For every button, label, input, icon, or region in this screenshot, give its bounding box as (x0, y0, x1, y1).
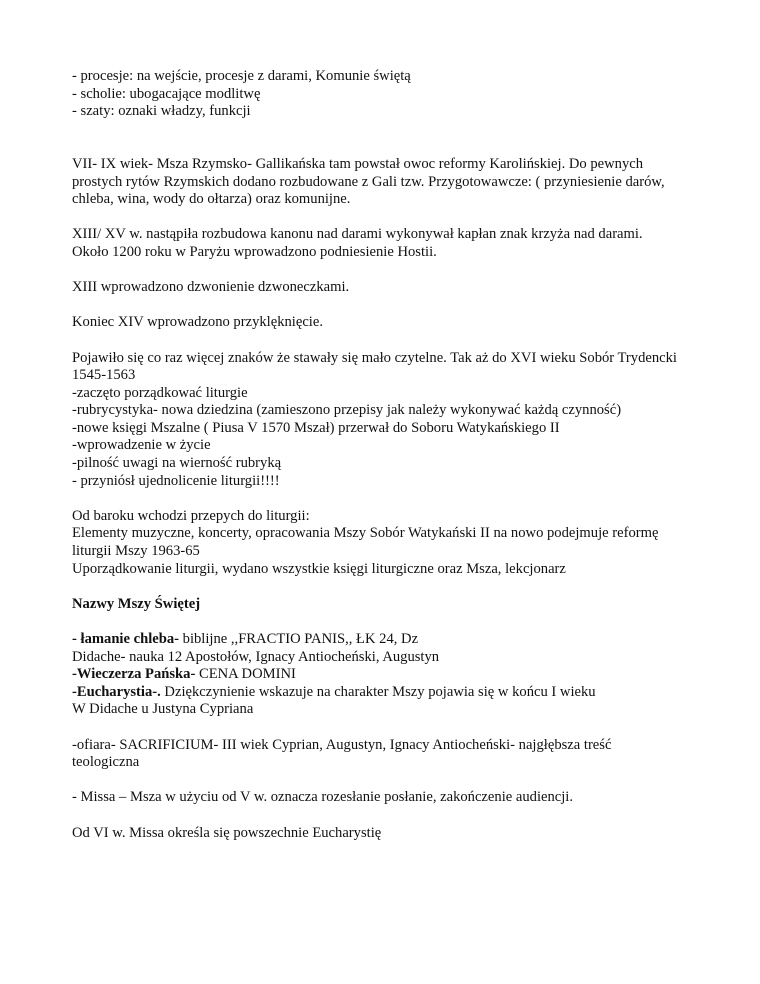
spacer (72, 807, 712, 825)
list-item: - szaty: oznaki władzy, funkcji (72, 103, 251, 120)
text-line: Od baroku wchodzi przepych do liturgii: (72, 507, 310, 524)
text-line: Didache- nauka 12 Apostołów, Ignacy Antiocheński, Augustyn (72, 648, 440, 665)
text-line: -ofiara- SACRIFICIUM- III wiek Cyprian, Augustyn, Ignacy Antiocheński- najgłębsza treść (72, 736, 612, 753)
paragraph-missa-eucharystia: Od VI w. Missa określa się powszechnie Eucharystię (72, 824, 382, 841)
spacer (72, 297, 712, 315)
spacer (72, 719, 712, 737)
name-item-lamanie (72, 631, 712, 649)
name-item-eucharystia (72, 684, 712, 702)
text-line: Około 1200 roku w Paryżu wprowadzono podniesienie Hostii. (72, 243, 437, 260)
text-line: -rubrycystyka- nowa dziedzina (zamieszono przepisy jak należy wykonywać każdą czynność) (72, 402, 622, 419)
paragraph-missa: - Missa – Msza w użyciu od V w. oznacza rozesłanie posłanie, zakończenie audiencji. (72, 789, 574, 806)
paragraph-gallican-mass (72, 156, 712, 209)
paragraph-bells: XIII wprowadzono dzwonienie dzwoneczkami. (72, 279, 350, 296)
paragraph-trent (72, 350, 712, 491)
text-line: - przyniósł ujednolicenie liturgii!!!! (72, 472, 280, 489)
name-item-wieczerza (72, 666, 712, 684)
text-line: -zaczęto porządkować liturgie (72, 384, 248, 401)
document-page (72, 68, 712, 842)
text-line: -wprowadzenie w życie (72, 437, 211, 454)
spacer (72, 578, 712, 596)
text-line: VII- IX wiek- Msza Rzymsko- Gallikańska tam powstał owoc reformy Karolińskiej. Do pewnych (72, 155, 644, 172)
spacer (72, 262, 712, 280)
text-line: -nowe księgi Mszalne ( Piusa V 1570 Mszał) przerwał do Soboru Watykańskiego II (72, 419, 560, 436)
spacer (72, 121, 712, 156)
spacer (72, 209, 712, 227)
text-line: W Didache u Justyna Cypriana (72, 701, 254, 718)
text-line: Pojawiło się co raz więcej znaków że stawały się mało czytelne. Tak aż do XVI wieku Sobór Trydencki (72, 349, 677, 366)
text-line: 1545-1563 (72, 367, 136, 384)
term-label: -Eucharystia-. (72, 683, 161, 700)
spacer (72, 490, 712, 508)
paragraph-canon (72, 226, 712, 261)
mass-names-list (72, 631, 712, 719)
spacer (72, 772, 712, 790)
text-line: liturgii Mszy 1963-65 (72, 543, 200, 560)
term-description: biblijne ,,FRACTIO PANIS,, ŁK 24, Dz (179, 631, 419, 647)
paragraph-baroque (72, 508, 712, 578)
term-label: - łamanie chleba- (72, 631, 180, 647)
text-line: XIII/ XV w. nastąpiła rozbudowa kanonu nad darami wykonywał kapłan znak krzyża nad darami. (72, 226, 643, 243)
text-line: chleba, wina, wody do ołtarza) oraz komunijne. (72, 191, 351, 208)
term-label: -Wieczerza Pańska- (72, 666, 196, 683)
paragraph-ofiara (72, 737, 712, 772)
text-line: -pilność uwagi na wierność rubryką (72, 455, 282, 472)
term-description: CENA DOMINI (195, 666, 296, 683)
text-line: Elementy muzyczne, koncerty, opracowania Mszy Sobór Watykański II na nowo podejmuje reformę (72, 525, 659, 542)
processions-list (72, 68, 712, 121)
list-item: - procesje: na wejście, procesje z darami, Komunie świętą (72, 68, 411, 84)
text-line: prostych rytów Rzymskich dodano rozbudowane z Gali tzw. Przygotowawcze: ( przyniesienie darów, (72, 173, 665, 190)
text-line: Uporządkowanie liturgii, wydano wszystkie księgi liturgiczne oraz Msza, lekcjonarz (72, 560, 566, 577)
text-line: teologiczna (72, 754, 140, 771)
list-item: - scholie: ubogacające modlitwę (72, 85, 261, 102)
spacer (72, 613, 712, 631)
section-heading: Nazwy Mszy Świętej (72, 595, 201, 612)
spacer (72, 332, 712, 350)
paragraph-genuflection: Koniec XIV wprowadzono przyklęknięcie. (72, 314, 323, 331)
term-description: Dziękczynienie wskazuje na charakter Mszy pojawia się w końcu I wieku (160, 683, 596, 700)
